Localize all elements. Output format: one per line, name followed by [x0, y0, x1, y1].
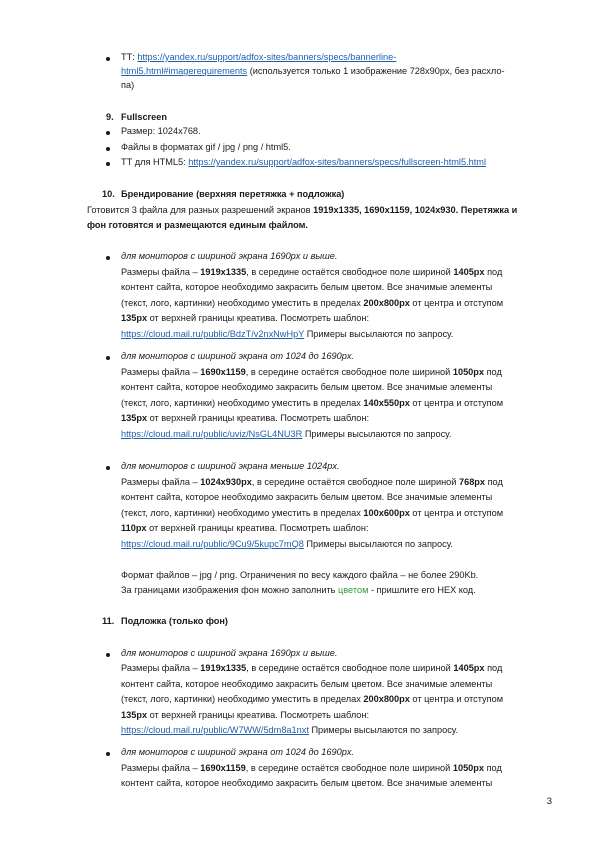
s10-b1-head: для мониторов с шириной экрана 1690px и выше. [121, 251, 338, 261]
s9-item-2: Файлы в форматах gif / jpg / png / html5. [121, 142, 291, 152]
s10-b2-head: для мониторов с шириной экрана от 1024 до 1690px. [121, 351, 354, 361]
t: от центра и отступом [409, 694, 504, 704]
tt-line-3: па) [121, 80, 135, 90]
t: 1050px [452, 367, 485, 377]
t: (текст, лого, картинки) необходимо уместить в пределах [121, 508, 364, 518]
s9-tt [121, 156, 486, 168]
section-11-title: Подложка (только фон) [121, 616, 228, 626]
tt-link-cont[interactable]: html5.html#imagerequirements [121, 66, 248, 76]
t: 135px [121, 413, 148, 423]
s10-fill [121, 584, 476, 596]
t: 1024x930px [200, 477, 252, 487]
bullet [106, 256, 110, 260]
s10-b2-l4 [121, 412, 369, 424]
t: Размеры файла – [121, 267, 201, 277]
template-link[interactable]: https://cloud.mail.ru/public/BdzT/v2nxNwHpY [121, 329, 305, 339]
t: (текст, лого, картинки) необходимо уместить в пределах [121, 694, 364, 704]
bullet [106, 356, 110, 360]
t: от центра и отступом [409, 398, 504, 408]
t: , в середине остаётся свободное поле шириной [245, 367, 453, 377]
bullet [106, 131, 110, 135]
t: , в середине остаётся свободное поле шириной [246, 267, 454, 277]
s11-b2-l1 [121, 762, 502, 774]
tt-note: (используется только 1 изображение 728x90px, без расхло- [247, 66, 505, 76]
t: 1919x1335 [200, 663, 247, 673]
t: 100x600px [363, 508, 410, 518]
t: 1690x1159 [200, 367, 246, 377]
s10-b3-l5 [121, 538, 453, 550]
t: Примеры высылаются по запросу. [304, 329, 454, 339]
t: 200x800px [363, 298, 410, 308]
t: 110px [121, 523, 147, 533]
template-link[interactable]: https://cloud.mail.ru/public/9Cu9/5kupc7mQ8 [121, 539, 304, 549]
t: Примеры высылаются по запросу. [308, 725, 459, 735]
s11-b1-l2: контент сайта, которое необходимо закрасить белым цветом. Все значимые элементы [121, 679, 493, 689]
s10-b3-l2: контент сайта, которое необходимо закрасить белым цветом. Все значимые элементы [121, 492, 493, 502]
t: 1919x1335 [200, 267, 247, 277]
intro-bold: 1919x1335, 1690x1159, 1024x930. Перетяжка и [313, 205, 518, 215]
t: 135px [121, 313, 148, 323]
t: от центра и отступом [409, 298, 504, 308]
t: 1405px [453, 663, 485, 673]
s9-tt-label: ТТ для HTML5: [121, 157, 189, 167]
t: 1050px [452, 763, 485, 773]
s10-b2-l2: контент сайта, которое необходимо закрасить белым цветом. Все значимые элементы [121, 382, 493, 392]
s10-intro-2: фон готовятся и размещаются единым файлом. [87, 220, 308, 230]
t: под [485, 477, 503, 487]
s10-b1-l2: контент сайта, которое необходимо закрасить белым цветом. Все значимые элементы [121, 282, 493, 292]
s9-tt-link[interactable]: https://yandex.ru/support/adfox-sites/banners/specs/fullscreen-html5.html [188, 157, 486, 167]
t: (текст, лого, картинки) необходимо уместить в пределах [121, 398, 364, 408]
bullet [106, 162, 110, 166]
t: - пришлите его HEX код. [368, 585, 476, 595]
t: под [484, 663, 503, 673]
s11-b1-l1 [121, 662, 502, 674]
section-9-num: 9. [106, 112, 114, 122]
t: под [484, 763, 502, 773]
section-10-title: Брендирование (верхняя перетяжка + подложка) [121, 189, 345, 199]
t: Размеры файла – [121, 763, 201, 773]
t: от верхней границы креатива. Посмотреть шаблон: [147, 413, 370, 423]
s10-b1-l5 [121, 328, 453, 340]
s10-b3-l1 [121, 476, 503, 488]
t: Размеры файла – [121, 477, 201, 487]
s10-b3-l4 [121, 522, 369, 534]
s11-b1-head: для мониторов с шириной экрана 1690px и выше. [121, 648, 338, 658]
s11-b2-head: для мониторов с шириной экрана от 1024 до 1690px. [121, 747, 354, 757]
s10-b1-l3 [121, 297, 503, 309]
tt-label: ТТ: [121, 52, 138, 62]
t: 135px [121, 710, 148, 720]
t: под [484, 367, 502, 377]
bullet [106, 752, 110, 756]
s10-b2-l3 [121, 397, 503, 409]
s11-b1-l3 [121, 693, 503, 705]
s10-b3-l3 [121, 507, 503, 519]
t: 140x550px [363, 398, 410, 408]
t: , в середине остаётся свободное поле шириной [245, 763, 453, 773]
t: , в середине остаётся свободное поле шириной [246, 663, 454, 673]
template-link[interactable]: https://cloud.mail.ru/public/W7WW/5dm8a1nxt [121, 725, 309, 735]
s11-b2-l2: контент сайта, которое необходимо закрасить белым цветом. Все значимые элементы [121, 778, 493, 788]
s10-b2-l5 [121, 428, 451, 440]
t: 1690x1159 [200, 763, 246, 773]
s10-format: Формат файлов – jpg / png. Ограничения по весу каждого файла – не более 290Kb. [121, 570, 479, 580]
t: от верхней границы креатива. Посмотреть шаблон: [146, 523, 369, 533]
page-number: 3 [546, 796, 552, 807]
s9-item-1: Размер: 1024x768. [121, 126, 201, 136]
t: от центра и отступом [409, 508, 504, 518]
s10-b2-l1 [121, 366, 502, 378]
tt-line [121, 51, 396, 63]
s10-intro-1 [87, 204, 517, 216]
template-link[interactable]: https://cloud.mail.ru/public/uviz/NsGL4NU3R [121, 429, 303, 439]
tt-line-2 [121, 65, 505, 77]
intro-text: Готовится 3 файла для разных разрешений экранов [87, 205, 314, 215]
s11-b1-l4 [121, 709, 369, 721]
t: За границами изображения фон можно заполнить [121, 585, 339, 595]
bullet [106, 466, 110, 470]
bullet [106, 147, 110, 151]
bullet [106, 653, 110, 657]
t: 768px [458, 477, 486, 487]
t: Размеры файла – [121, 367, 201, 377]
bullet [106, 57, 110, 61]
section-9-title: Fullscreen [121, 112, 167, 122]
t: 1405px [453, 267, 485, 277]
s10-b1-l4 [121, 312, 369, 324]
s11-b1-l5 [121, 724, 458, 736]
t: , в середине остаётся свободное поле шириной [251, 477, 459, 487]
section-11-num: 11. [102, 616, 115, 626]
t: (текст, лого, картинки) необходимо уместить в пределах [121, 298, 364, 308]
t: цветом [338, 585, 369, 595]
section-10-num: 10. [102, 189, 115, 199]
t: Примеры высылаются по запросу. [303, 539, 453, 549]
s10-b3-head: для мониторов с шириной экрана меньше 1024px. [121, 461, 340, 471]
t: от верхней границы креатива. Посмотреть шаблон: [147, 710, 370, 720]
t: 200x800px [363, 694, 410, 704]
s10-b1-l1 [121, 266, 502, 278]
t: под [484, 267, 503, 277]
tt-link[interactable]: https://yandex.ru/support/adfox-sites/banners/specs/bannerline- [137, 52, 397, 62]
t: Примеры высылаются по запросу. [302, 429, 452, 439]
t: от верхней границы креатива. Посмотреть шаблон: [147, 313, 370, 323]
t: Размеры файла – [121, 663, 201, 673]
